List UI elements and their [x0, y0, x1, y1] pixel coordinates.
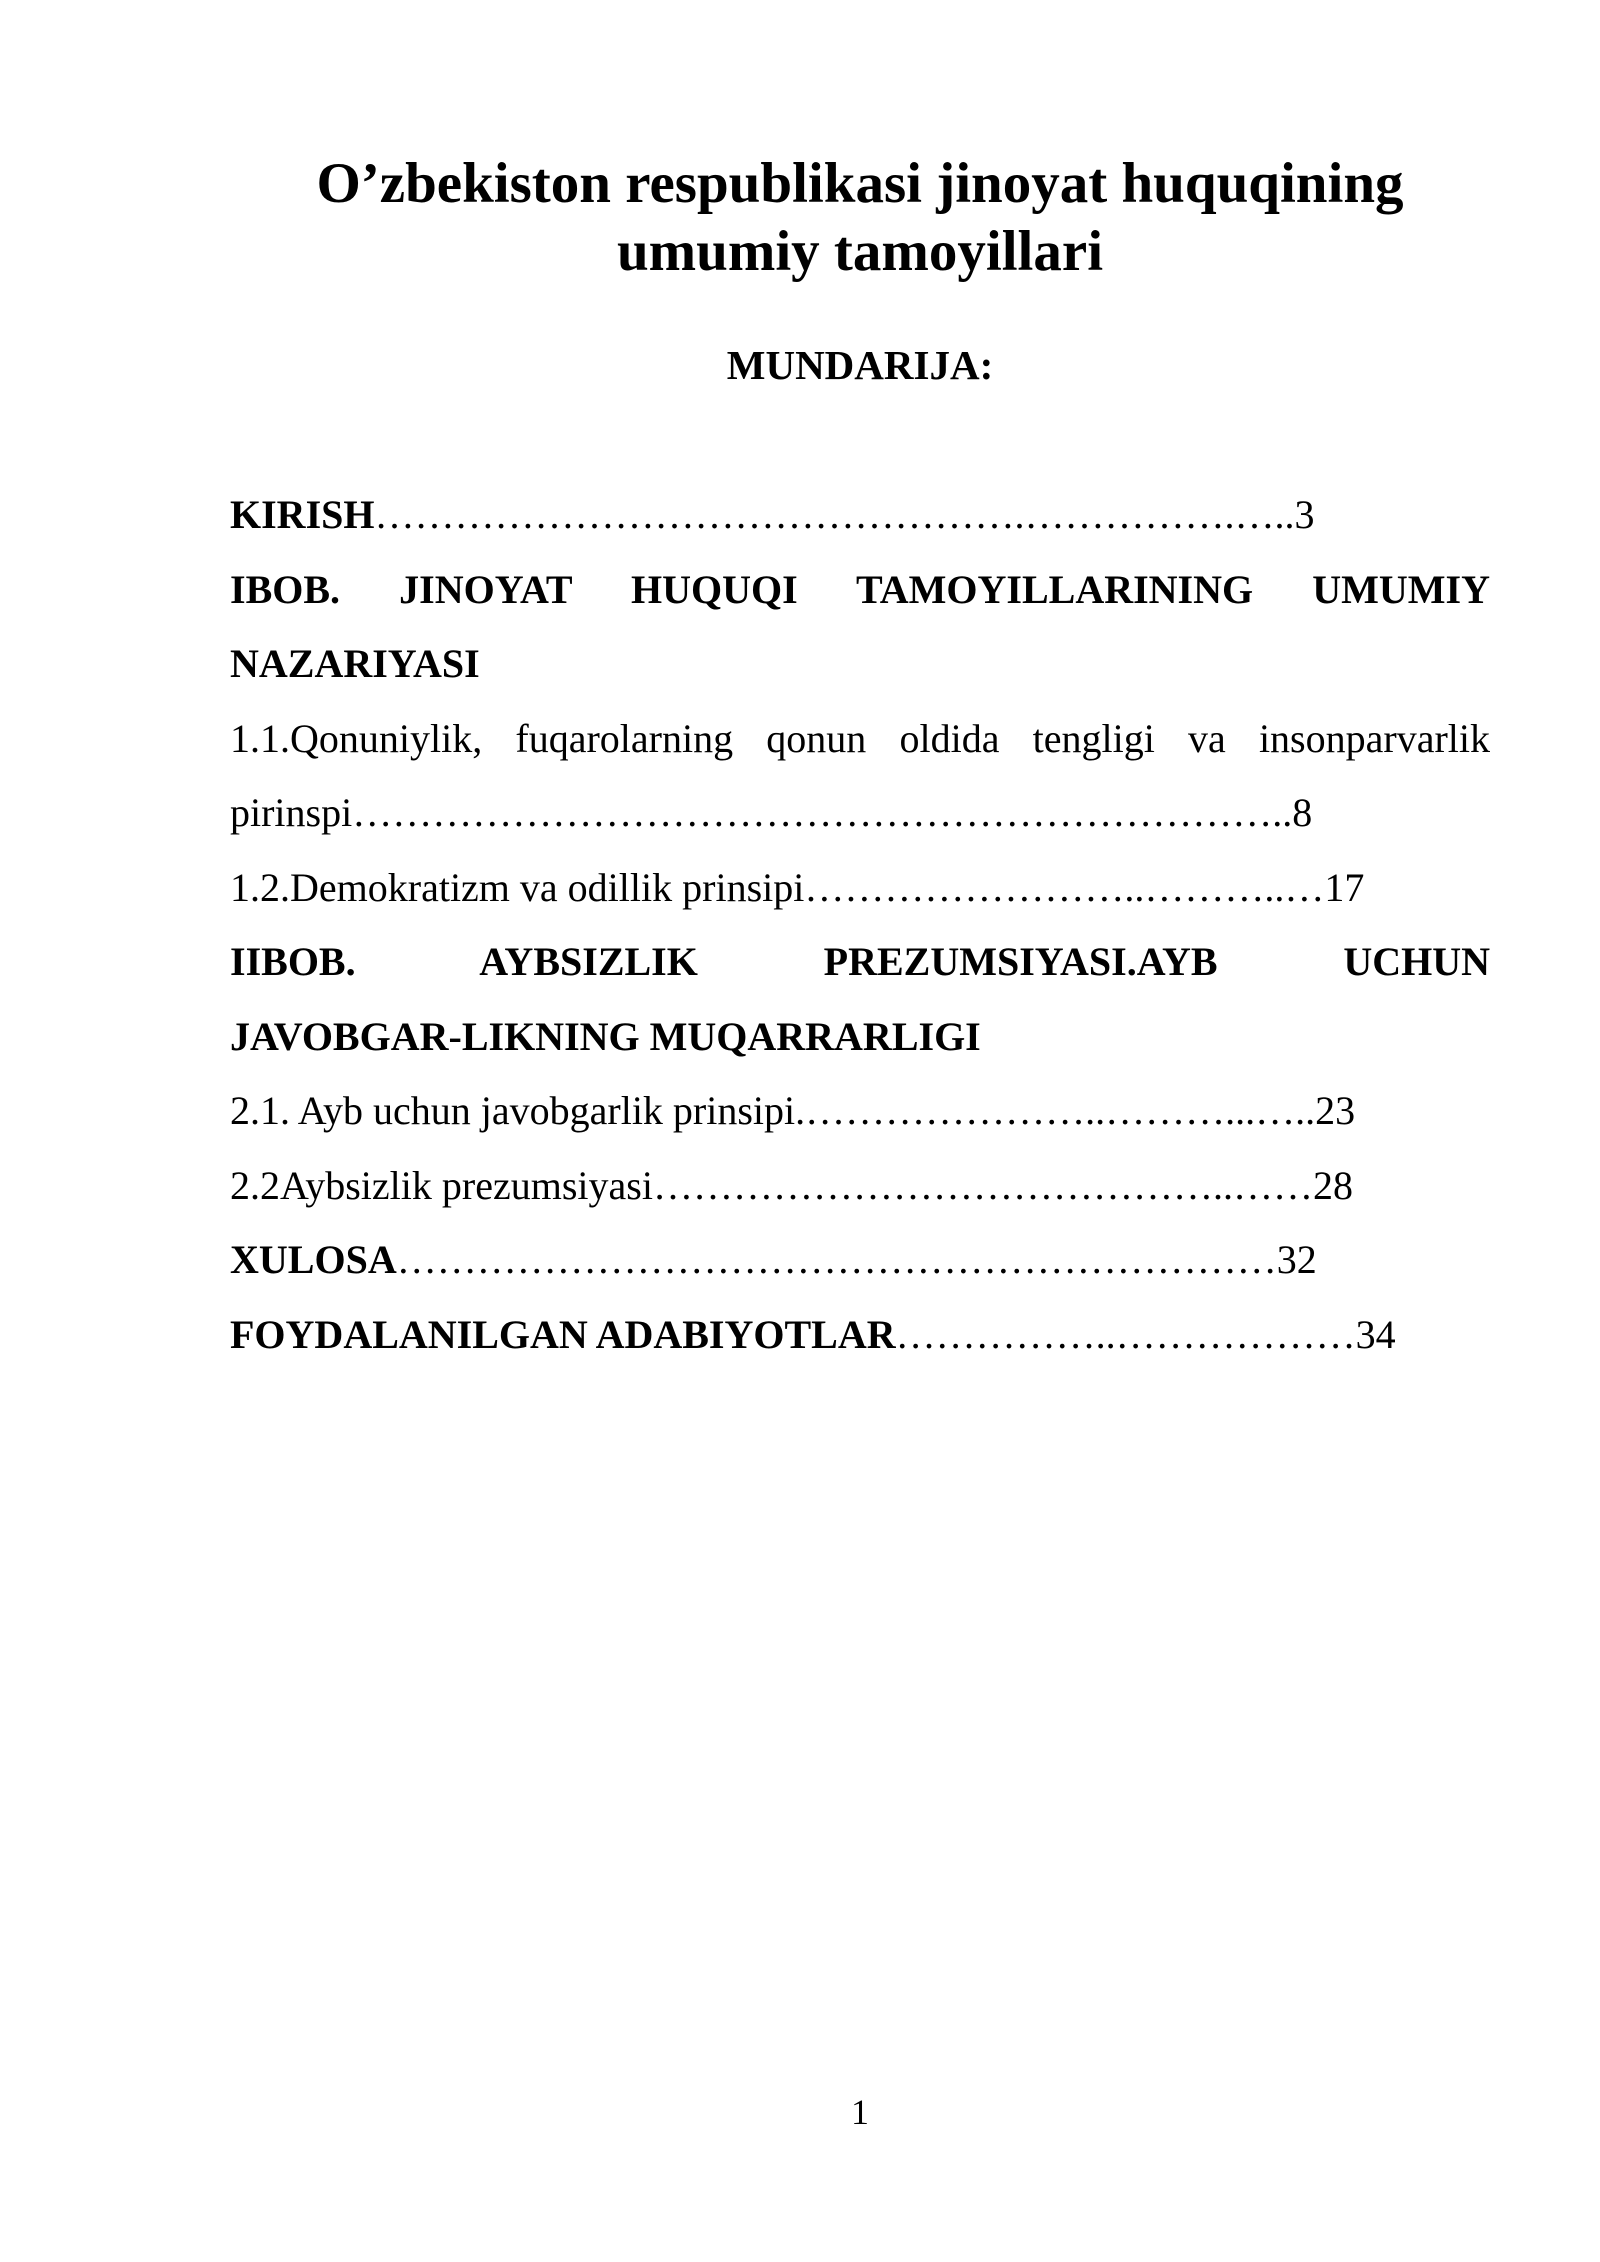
title-line-2: umumiy tamoyillari: [616, 220, 1104, 283]
title-line-1: O’zbekiston respublikasi jinoyat huquqining: [316, 152, 1404, 215]
toc-leader-dots: ………………………………………….…………….…..: [374, 492, 1295, 537]
contents-heading: MUNDARIJA:: [726, 342, 994, 388]
toc-entry-chapter-1[interactable]: [230, 553, 1490, 628]
toc-entry-section-1-1-cont[interactable]: [230, 776, 1490, 851]
toc-entry-label: KIRISH: [230, 492, 375, 537]
toc-entry-chapter-1-cont[interactable]: [230, 627, 1490, 702]
document-title: [230, 150, 1490, 286]
toc-entry-label: 2.1. Ayb uchun javobgarlik prinsipi.: [230, 1088, 806, 1133]
toc-entry-section-2-1[interactable]: [230, 1074, 1490, 1149]
toc-leader-dots: ……………………..………..…: [804, 864, 1325, 910]
toc-page-number: 17: [1324, 864, 1365, 910]
toc-entry-section-1-1[interactable]: [230, 702, 1490, 777]
toc-entry-section-2-2[interactable]: [230, 1149, 1490, 1224]
toc-entry-adabiyotlar[interactable]: [230, 1298, 1490, 1373]
toc-leader-dots: ……………………………………………………………..: [352, 790, 1293, 835]
toc-leader-dots: …………………..………...…..: [805, 1088, 1316, 1133]
toc-entry-label: pirinspi: [230, 790, 353, 835]
toc-entry-chapter-2[interactable]: [230, 925, 1490, 1000]
page-number: 1: [851, 2092, 869, 2132]
toc-page-number: 23: [1315, 1088, 1356, 1133]
toc-page-number: 8: [1292, 790, 1313, 835]
toc-entry-label: IBOB. JINOYAT HUQUQI TAMOYILLARINING UMUMIY: [230, 566, 1490, 612]
toc-leader-dots: …………………………………………………………: [396, 1237, 1277, 1282]
toc-entry-label: JAVOBGAR-LIKNING MUQARRARLIGI: [230, 1013, 981, 1059]
toc-entry-label: IIBOB. AYBSIZLIK PREZUMSIYASI.AYB UCHUN: [230, 939, 1490, 984]
toc-page-number: 32: [1276, 1237, 1317, 1282]
toc-page-number: 34: [1355, 1311, 1396, 1357]
toc-entry-chapter-2-cont[interactable]: [230, 1000, 1490, 1075]
table-of-contents: [230, 478, 1490, 1372]
toc-entry-label: FOYDALANILGAN ADABIYOTLAR: [230, 1311, 896, 1357]
toc-page-number: 3: [1294, 492, 1315, 537]
toc-entry-xulosa[interactable]: [230, 1223, 1490, 1298]
toc-entry-label: XULOSA: [230, 1237, 397, 1282]
toc-page-number: 28: [1312, 1162, 1353, 1208]
toc-leader-dots: ……………..………………: [895, 1311, 1356, 1357]
toc-entry-label: 2.2Aybsizlik prezumsiyasi: [230, 1162, 653, 1208]
toc-entry-section-1-2[interactable]: [230, 851, 1490, 926]
toc-entry-label: NAZARIYASI: [230, 641, 480, 686]
toc-leader-dots: ……………………………………..……: [652, 1162, 1313, 1208]
toc-entry-kirish[interactable]: [230, 478, 1490, 553]
toc-entry-label: 1.2.Demokratizm va odillik prinsipi: [230, 864, 805, 910]
toc-entry-label: 1.1.Qonuniylik, fuqarolarning qonun oldida tengligi va insonparvarlik: [230, 715, 1490, 761]
